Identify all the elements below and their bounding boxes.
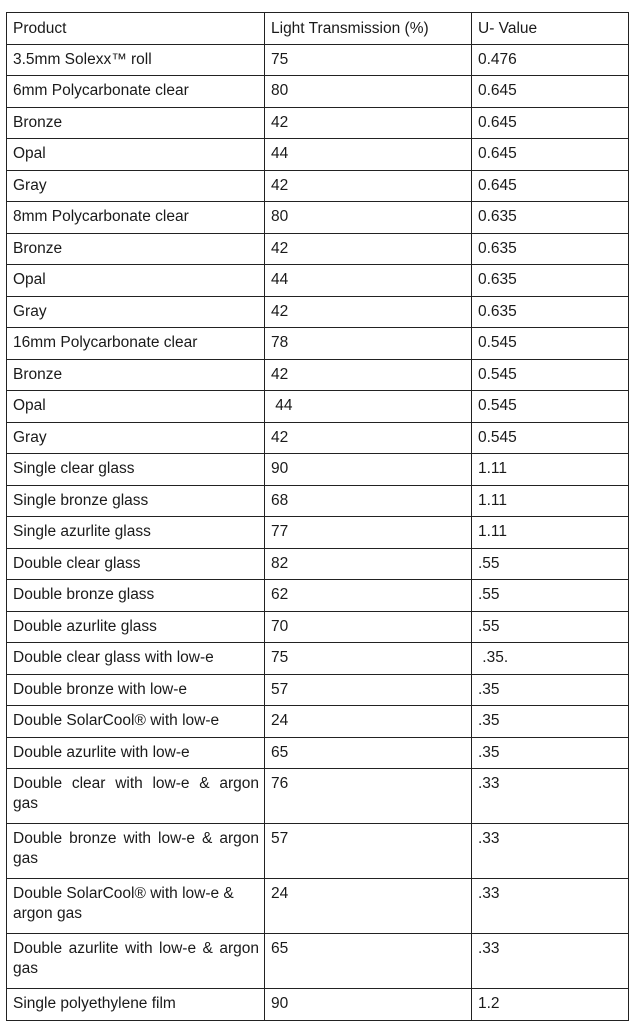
product-cell: Opal: [7, 391, 265, 423]
table-row: [7, 879, 629, 934]
table-row: [7, 454, 629, 486]
table-row: [7, 296, 629, 328]
table-row: [7, 674, 629, 706]
light-transmission-cell: 57: [265, 824, 472, 879]
u-value-cell: 0.645: [472, 170, 629, 202]
u-value-cell: .55: [472, 548, 629, 580]
u-value-cell: .35: [472, 737, 629, 769]
light-transmission-cell: 80: [265, 202, 472, 234]
product-cell: Single polyethylene film: [7, 989, 265, 1021]
table-row: [7, 737, 629, 769]
product-cell: Opal: [7, 139, 265, 171]
light-transmission-cell: 65: [265, 737, 472, 769]
table-row: [7, 706, 629, 738]
table-row: [7, 265, 629, 297]
u-value-cell: 1.11: [472, 517, 629, 549]
product-cell: 8mm Polycarbonate clear: [7, 202, 265, 234]
light-transmission-cell: 68: [265, 485, 472, 517]
table-row: [7, 76, 629, 108]
light-transmission-cell: 44: [265, 265, 472, 297]
product-cell: Bronze: [7, 233, 265, 265]
product-cell: Double azurlite with low-e & argon gas: [7, 934, 265, 989]
product-cell: Gray: [7, 296, 265, 328]
table-body: [7, 44, 629, 1020]
u-value-cell: 0.545: [472, 422, 629, 454]
light-transmission-cell: 42: [265, 359, 472, 391]
table-header: [7, 13, 629, 45]
table-row: [7, 359, 629, 391]
header-u-value: U- Value: [472, 13, 629, 45]
u-value-cell: 0.645: [472, 76, 629, 108]
product-cell: Double clear glass: [7, 548, 265, 580]
u-value-cell: 0.635: [472, 296, 629, 328]
u-value-cell: 0.545: [472, 359, 629, 391]
product-cell: Double SolarCool® with low-e & argon gas: [7, 879, 265, 934]
table-row: [7, 107, 629, 139]
product-cell: Gray: [7, 422, 265, 454]
u-value-cell: 1.11: [472, 485, 629, 517]
u-value-cell: 0.545: [472, 391, 629, 423]
header-product: Product: [7, 13, 265, 45]
table-row: [7, 328, 629, 360]
u-value-cell: 1.2: [472, 989, 629, 1021]
table-row: [7, 233, 629, 265]
table-row: [7, 422, 629, 454]
header-row: [7, 13, 629, 45]
light-transmission-cell: 42: [265, 233, 472, 265]
light-transmission-cell: 44: [265, 139, 472, 171]
product-cell: Gray: [7, 170, 265, 202]
light-transmission-cell: 24: [265, 706, 472, 738]
table-row: [7, 202, 629, 234]
product-cell: Single azurlite glass: [7, 517, 265, 549]
table-row: [7, 989, 629, 1021]
product-cell: Double clear with low-e & argon gas: [7, 769, 265, 824]
light-transmission-cell: 82: [265, 548, 472, 580]
table-row: [7, 170, 629, 202]
light-transmission-cell: 75: [265, 643, 472, 675]
table-row: [7, 548, 629, 580]
u-value-cell: .35: [472, 674, 629, 706]
u-value-cell: .55: [472, 580, 629, 612]
light-transmission-cell: 78: [265, 328, 472, 360]
product-cell: Double clear glass with low-e: [7, 643, 265, 675]
product-cell: Double bronze glass: [7, 580, 265, 612]
product-cell: 16mm Polycarbonate clear: [7, 328, 265, 360]
table-row: [7, 643, 629, 675]
u-value-cell: 0.635: [472, 265, 629, 297]
product-cell: Single bronze glass: [7, 485, 265, 517]
product-cell: 6mm Polycarbonate clear: [7, 76, 265, 108]
table-row: [7, 517, 629, 549]
product-cell: Double bronze with low-e & argon gas: [7, 824, 265, 879]
table-row: [7, 824, 629, 879]
light-transmission-cell: 42: [265, 422, 472, 454]
u-value-cell: .33: [472, 824, 629, 879]
table-row: [7, 139, 629, 171]
spec-sheet: [6, 12, 628, 1021]
product-cell: Bronze: [7, 107, 265, 139]
u-value-cell: .35: [472, 706, 629, 738]
light-transmission-cell: 90: [265, 989, 472, 1021]
u-value-cell: 0.635: [472, 202, 629, 234]
u-value-cell: 1.11: [472, 454, 629, 486]
u-value-cell: .33: [472, 934, 629, 989]
u-value-cell: .35.: [472, 643, 629, 675]
light-transmission-cell: 75: [265, 44, 472, 76]
u-value-cell: 0.645: [472, 139, 629, 171]
product-cell: Double azurlite glass: [7, 611, 265, 643]
table-row: [7, 391, 629, 423]
u-value-cell: 0.635: [472, 233, 629, 265]
table-row: [7, 485, 629, 517]
product-cell: Opal: [7, 265, 265, 297]
table-row: [7, 44, 629, 76]
light-transmission-cell: 70: [265, 611, 472, 643]
table-row: [7, 580, 629, 612]
light-transmission-cell: 57: [265, 674, 472, 706]
u-value-cell: 0.476: [472, 44, 629, 76]
light-transmission-cell: 65: [265, 934, 472, 989]
light-transmission-cell: 24: [265, 879, 472, 934]
u-value-cell: 0.545: [472, 328, 629, 360]
light-transmission-cell: 80: [265, 76, 472, 108]
product-cell: Double azurlite with low-e: [7, 737, 265, 769]
header-light-transmission: Light Transmission (%): [265, 13, 472, 45]
table-row: [7, 769, 629, 824]
light-transmission-cell: 76: [265, 769, 472, 824]
light-transmission-cell: 42: [265, 296, 472, 328]
light-transmission-cell: 42: [265, 170, 472, 202]
light-transmission-cell: 77: [265, 517, 472, 549]
product-cell: Bronze: [7, 359, 265, 391]
product-cell: Double SolarCool® with low-e: [7, 706, 265, 738]
u-value-cell: .33: [472, 879, 629, 934]
light-transmission-cell: 90: [265, 454, 472, 486]
product-cell: Double bronze with low-e: [7, 674, 265, 706]
light-transmission-cell: 44: [265, 391, 472, 423]
product-cell: Single clear glass: [7, 454, 265, 486]
u-value-cell: 0.645: [472, 107, 629, 139]
product-cell: 3.5mm Solexx™ roll: [7, 44, 265, 76]
u-value-cell: .33: [472, 769, 629, 824]
u-value-cell: .55: [472, 611, 629, 643]
table-row: [7, 934, 629, 989]
light-transmission-cell: 62: [265, 580, 472, 612]
table-row: [7, 611, 629, 643]
light-transmission-cell: 42: [265, 107, 472, 139]
light-transmission-table: [6, 12, 629, 1021]
